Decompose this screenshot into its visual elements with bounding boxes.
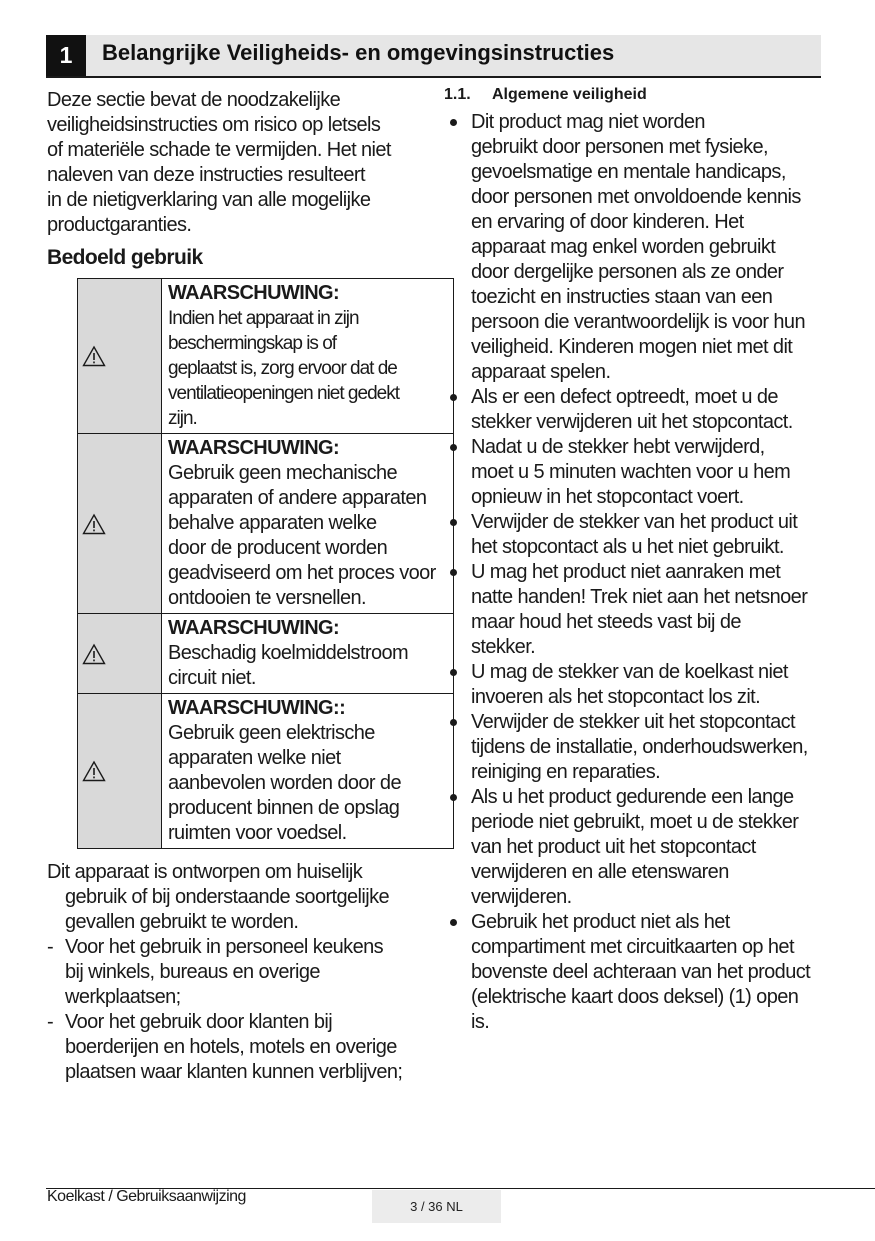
bullet-line: maar houd het steeds vast bij de: [471, 611, 741, 633]
footer-document-title: Koelkast / Gebruiksaanwijzing: [47, 1188, 246, 1205]
safety-bullet: [444, 385, 830, 435]
warning-line: geadviseerd om het proces voor: [168, 562, 436, 584]
warning-line: door de producent worden: [168, 537, 388, 559]
household-line: Dit apparaat is ontworpen om huiselijk: [47, 861, 363, 883]
warning-triangle-icon: [82, 643, 106, 665]
bullet-line: Als er een defect optreedt, moet u de: [471, 386, 778, 408]
bullet-line: het stopcontact als u het niet gebruikt.: [471, 536, 784, 558]
warning-text: [162, 614, 454, 694]
bullet-line: bovenste deel achteraan van het product: [471, 961, 811, 983]
warning-line: apparaten welke niet: [168, 747, 341, 769]
bullet-line: Als u het product gedurende een lange: [471, 786, 794, 808]
bullet-line: apparaat mag enkel worden gebruikt: [471, 236, 776, 258]
section-number: 1: [46, 35, 86, 76]
bullet-line: Verwijder de stekker uit het stopcontact: [471, 711, 795, 733]
bullet-line: Gebruik het product niet als het: [471, 911, 730, 933]
bullet-line: periode niet gebruikt, moet u de stekker: [471, 811, 799, 833]
household-item-line: bij winkels, bureaus en overige: [65, 961, 320, 983]
right-column: [444, 86, 830, 1035]
household-list-item: [47, 1010, 447, 1085]
warning-line: behalve apparaten welke: [168, 512, 377, 534]
warning-line: zijn.: [168, 408, 197, 429]
bullet-line: persoon die verantwoordelijk is voor hun: [471, 311, 805, 333]
warning-row: [78, 614, 454, 694]
intro-line: naleven van deze instructies resulteert: [47, 164, 365, 186]
safety-bullet: [444, 785, 830, 910]
warning-icon-cell: [78, 694, 162, 849]
warning-line: ruimten voor voedsel.: [168, 822, 347, 844]
warning-icon-cell: [78, 279, 162, 434]
bullet-line: Dit product mag niet worden: [471, 111, 705, 133]
bullet-line: is.: [471, 1011, 490, 1033]
warning-title: WAARSCHUWING:: [168, 437, 340, 459]
bullet-line: reiniging en reparaties.: [471, 761, 661, 783]
warning-row: [78, 694, 454, 849]
bullet-line: tijdens de installatie, onderhoudswerken,: [471, 736, 808, 758]
warning-text: [162, 434, 454, 614]
bullet-line: van het product uit het stopcontact: [471, 836, 756, 858]
bullet-line: gevoelsmatige en mentale handicaps,: [471, 161, 786, 183]
bullet-line: Nadat u de stekker hebt verwijderd,: [471, 436, 765, 458]
warning-triangle-icon: [82, 345, 106, 367]
warning-line: ontdooien te versnellen.: [168, 587, 366, 609]
bullet-line: U mag de stekker van de koelkast niet: [471, 661, 788, 683]
intro-line: productgaranties.: [47, 214, 192, 236]
footer-page-number: 3 / 36 NL: [372, 1190, 501, 1223]
section-header: [46, 35, 821, 78]
warning-title: WAARSCHUWING:: [168, 282, 340, 304]
household-item-line: plaatsen waar klanten kunnen verblijven;: [65, 1061, 403, 1083]
intro-line: in de nietigverklaring van alle mogelijke: [47, 189, 371, 211]
warning-line: ventilatieopeningen niet gedekt: [168, 383, 399, 404]
warning-text: [162, 279, 454, 434]
bullet-line: Verwijder de stekker van het product uit: [471, 511, 798, 533]
warning-row: [78, 279, 454, 434]
bullet-line: natte handen! Trek niet aan het netsnoer: [471, 586, 808, 608]
bullet-line: moet u 5 minuten wachten voor u hem: [471, 461, 791, 483]
bullet-line: opnieuw in het stopcontact voert.: [471, 486, 744, 508]
household-line: gebruik of bij onderstaande soortgelijke: [65, 886, 389, 908]
bullet-line: toezicht en instructies staan van een: [471, 286, 773, 308]
warning-icon-cell: [78, 614, 162, 694]
general-safety-number: 1.1.: [444, 86, 471, 103]
bullet-line: verwijderen en alle etenswaren: [471, 861, 729, 883]
general-safety-title: Algemene veiligheid: [492, 86, 647, 103]
safety-bullet: [444, 510, 830, 560]
warning-line: producent binnen de opslag: [168, 797, 400, 819]
safety-bullet-list: [444, 110, 830, 1035]
intro-line: veiligheidsinstructies om risico op letsels: [47, 114, 381, 136]
bullet-line: compartiment met circuitkaarten op het: [471, 936, 794, 958]
bullet-line: U mag het product niet aanraken met: [471, 561, 781, 583]
bullet-line: veiligheid. Kinderen mogen niet met dit: [471, 336, 793, 358]
household-use-paragraph: [47, 860, 447, 1085]
bullet-line: (elektrische kaart doos deksel) (1) open: [471, 986, 799, 1008]
intro-line: of materiële schade te vermijden. Het niet: [47, 139, 391, 161]
warning-line: Gebruik geen mechanische: [168, 462, 398, 484]
safety-bullet: [444, 435, 830, 510]
safety-bullet: [444, 660, 830, 710]
safety-bullet: [444, 560, 830, 660]
section-title: Belangrijke Veiligheids- en omgevingsinstructies: [102, 40, 615, 65]
household-item-line: - Voor het gebruik door klanten bij: [65, 1011, 333, 1033]
warning-triangle-icon: [82, 513, 106, 535]
warning-line: geplaatst is, zorg ervoor dat de: [168, 358, 397, 379]
warning-line: Beschadig koelmiddelstroom: [168, 642, 409, 664]
warning-line: aanbevolen worden door de: [168, 772, 401, 794]
intro-paragraph: [47, 88, 437, 238]
warning-line: Gebruik geen elektrische: [168, 722, 375, 744]
warning-text: [162, 694, 454, 849]
household-item-line: boerderijen en hotels, motels en overige: [65, 1036, 397, 1058]
bullet-line: gebruikt door personen met fysieke,: [471, 136, 768, 158]
warning-line: beschermingskap is of: [168, 333, 337, 354]
intended-use-heading: Bedoeld gebruik: [47, 246, 203, 269]
warning-triangle-icon: [82, 760, 106, 782]
bullet-line: stekker verwijderen uit het stopcontact.: [471, 411, 793, 433]
general-safety-heading: [444, 86, 830, 108]
warning-line: Indien het apparaat in zijn: [168, 308, 359, 329]
warning-line: circuit niet.: [168, 667, 256, 689]
safety-bullet: [444, 710, 830, 785]
left-column: [47, 88, 437, 1083]
bullet-line: door dergelijke personen als ze onder: [471, 261, 784, 283]
warnings-table: [77, 278, 454, 849]
household-item-line: - Voor het gebruik in personeel keukens: [65, 936, 384, 958]
bullet-line: verwijderen.: [471, 886, 572, 908]
bullet-line: door personen met onvoldoende kennis: [471, 186, 801, 208]
bullet-line: invoeren als het stopcontact los zit.: [471, 686, 761, 708]
household-list-item: [47, 935, 447, 1010]
warning-title: WAARSCHUWING:: [168, 617, 340, 639]
bullet-line: stekker.: [471, 636, 536, 658]
bullet-line: apparaat spelen.: [471, 361, 611, 383]
safety-bullet: [444, 110, 830, 385]
household-line: gevallen gebruikt te worden.: [65, 911, 299, 933]
safety-bullet: [444, 910, 830, 1035]
household-item-line: werkplaatsen;: [65, 986, 181, 1008]
warning-title: WAARSCHUWING::: [168, 697, 346, 719]
warning-icon-cell: [78, 434, 162, 614]
bullet-line: en ervaring of door kinderen. Het: [471, 211, 744, 233]
warning-line: apparaten of andere apparaten: [168, 487, 427, 509]
warning-row: [78, 434, 454, 614]
intro-line: Deze sectie bevat de noodzakelijke: [47, 89, 341, 111]
